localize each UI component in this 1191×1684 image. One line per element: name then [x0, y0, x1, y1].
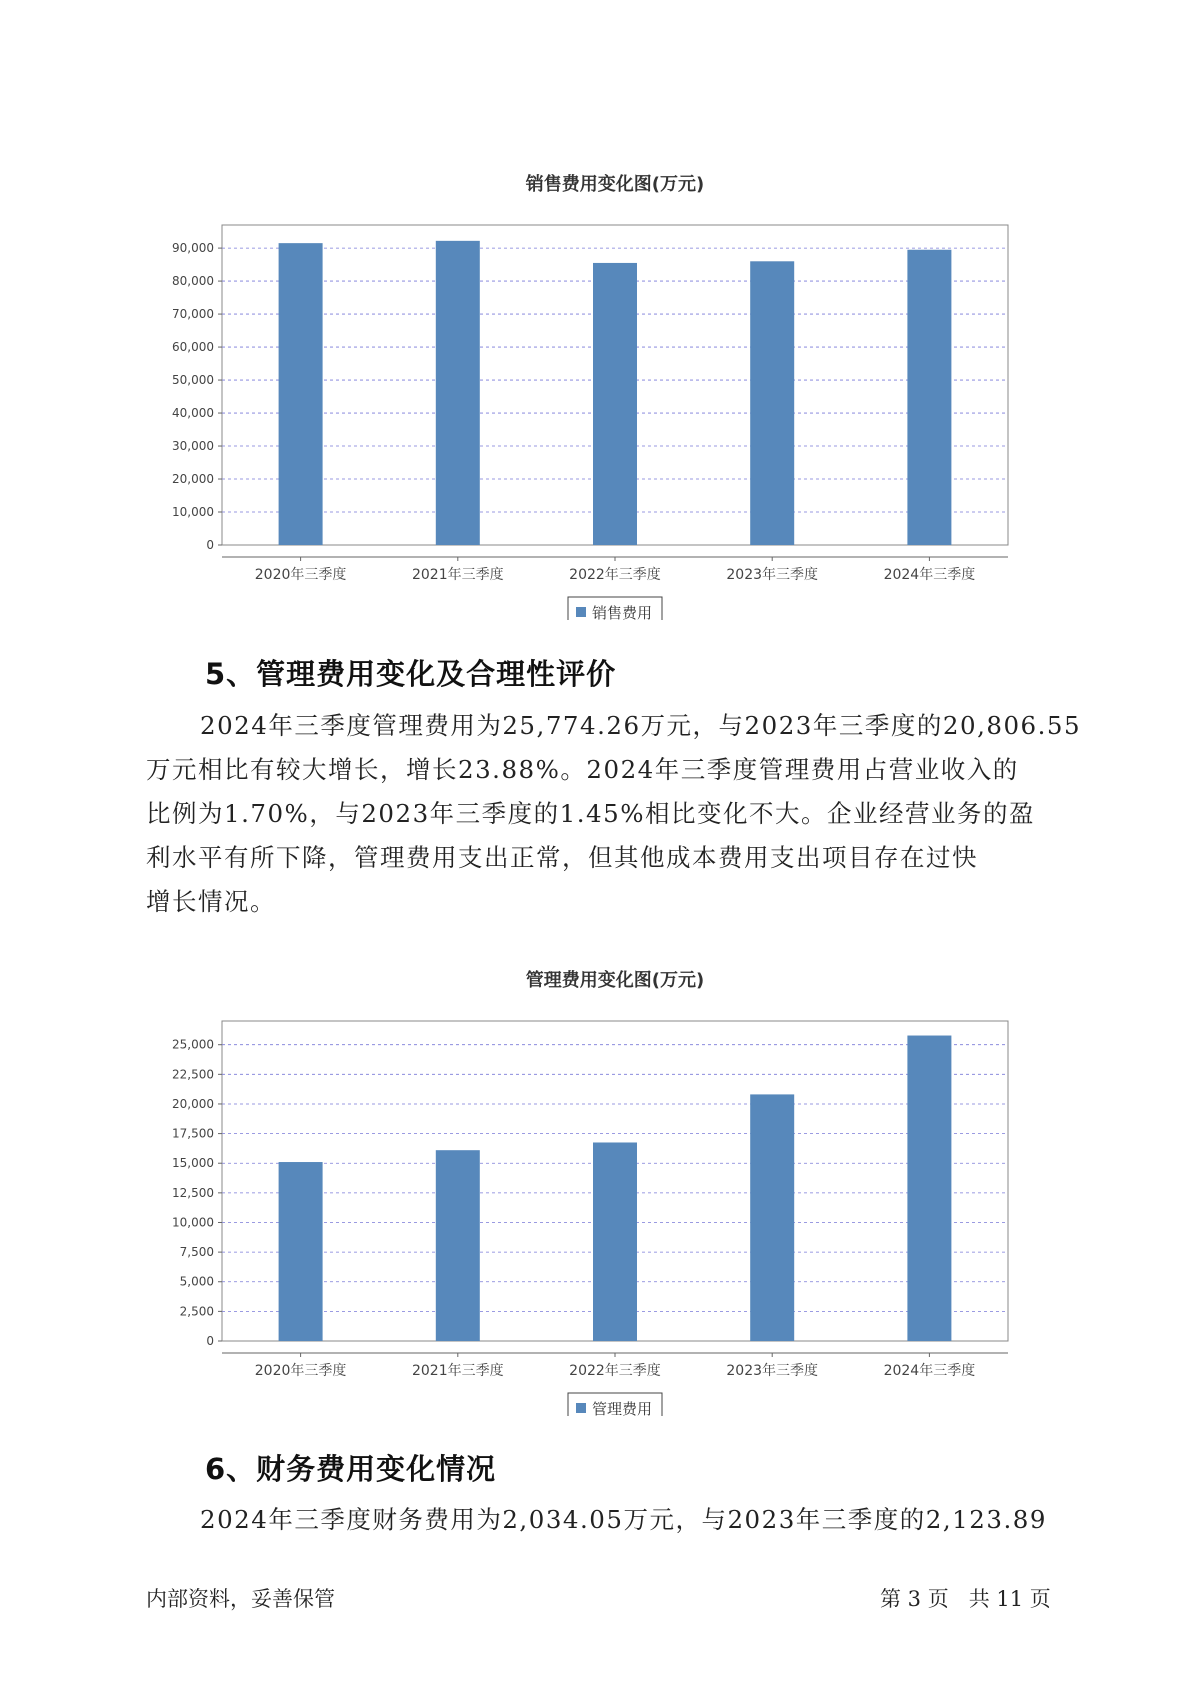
chart-title: 销售费用变化图(万元)	[525, 174, 705, 195]
y-tick-label: 0	[206, 538, 214, 552]
paragraph-line: 比例为1.70%，与2023年三季度的1.45%相比变化不大。企业经营业务的盈	[146, 799, 1036, 828]
y-tick-label: 17,500	[172, 1126, 214, 1141]
y-tick-label: 10,000	[172, 1215, 214, 1230]
x-tick-label: 2023年三季度	[726, 567, 819, 583]
bar	[907, 1036, 951, 1341]
x-tick-label: 2024年三季度	[883, 1363, 976, 1379]
legend-swatch	[576, 1403, 586, 1413]
y-tick-label: 2,500	[179, 1304, 214, 1319]
y-tick-label: 60,000	[172, 340, 214, 355]
paragraph-line: 增长情况。	[146, 887, 276, 916]
section-5-heading: 5、管理费用变化及合理性评价	[205, 657, 617, 691]
x-tick-label: 2021年三季度	[411, 567, 504, 583]
paragraph-line: 利水平有所下降，管理费用支出正常，但其他成本费用支出项目存在过快	[146, 843, 978, 872]
footer-confidential: 内部资料，妥善保管	[146, 1587, 335, 1611]
footer-page-number: 第 3 页 共 11 页	[880, 1587, 1051, 1611]
y-tick-label: 12,500	[172, 1185, 214, 1200]
legend-swatch	[576, 607, 586, 617]
section-6-heading: 6、财务费用变化情况	[205, 1452, 497, 1486]
x-tick-label: 2024年三季度	[883, 567, 976, 583]
x-tick-label: 2023年三季度	[726, 1363, 819, 1379]
bar	[750, 1094, 794, 1341]
bar	[279, 1162, 323, 1341]
y-tick-label: 90,000	[172, 241, 214, 256]
bar	[436, 241, 480, 545]
y-tick-label: 30,000	[172, 439, 214, 454]
y-tick-label: 15,000	[172, 1156, 214, 1171]
y-tick-label: 5,000	[179, 1274, 214, 1289]
x-tick-label: 2022年三季度	[569, 1363, 661, 1379]
x-tick-label: 2020年三季度	[254, 1363, 347, 1379]
bar	[750, 261, 794, 545]
x-tick-label: 2021年三季度	[411, 1363, 504, 1379]
bar	[593, 1142, 637, 1341]
x-tick-label: 2022年三季度	[569, 567, 661, 583]
y-tick-label: 50,000	[172, 373, 214, 388]
bar	[436, 1150, 480, 1341]
y-tick-label: 22,500	[172, 1067, 214, 1082]
y-tick-label: 0	[206, 1334, 214, 1348]
y-tick-label: 10,000	[172, 505, 214, 520]
y-tick-label: 20,000	[172, 472, 214, 487]
y-tick-label: 7,500	[179, 1245, 214, 1260]
paragraph-line: 2024年三季度财务费用为2,034.05万元，与2023年三季度的2,123.89	[200, 1505, 1047, 1534]
y-tick-label: 25,000	[172, 1037, 214, 1052]
sales-expense-chart	[0, 160, 1191, 620]
admin-expense-chart-svg	[0, 956, 1191, 1416]
y-tick-label: 40,000	[172, 406, 214, 421]
y-tick-label: 70,000	[172, 307, 214, 322]
section-5-paragraph	[146, 704, 1082, 924]
paragraph-line: 2024年三季度管理费用为25,774.26万元，与2023年三季度的20,806.55	[200, 711, 1082, 740]
admin-expense-chart	[0, 956, 1191, 1416]
bar	[593, 263, 637, 545]
y-tick-label: 20,000	[172, 1096, 214, 1111]
section-6-paragraph	[146, 1498, 1076, 1542]
x-tick-label: 2020年三季度	[254, 567, 347, 583]
bar	[907, 250, 951, 545]
legend-label: 销售费用	[592, 604, 653, 620]
chart-title: 管理费用变化图(万元)	[525, 970, 705, 991]
bar	[279, 243, 323, 545]
paragraph-line: 万元相比有较大增长，增长23.88%。2024年三季度管理费用占营业收入的	[146, 755, 1019, 784]
sales-expense-chart-svg	[0, 160, 1191, 620]
legend-label: 管理费用	[592, 1400, 653, 1416]
y-tick-label: 80,000	[172, 274, 214, 289]
